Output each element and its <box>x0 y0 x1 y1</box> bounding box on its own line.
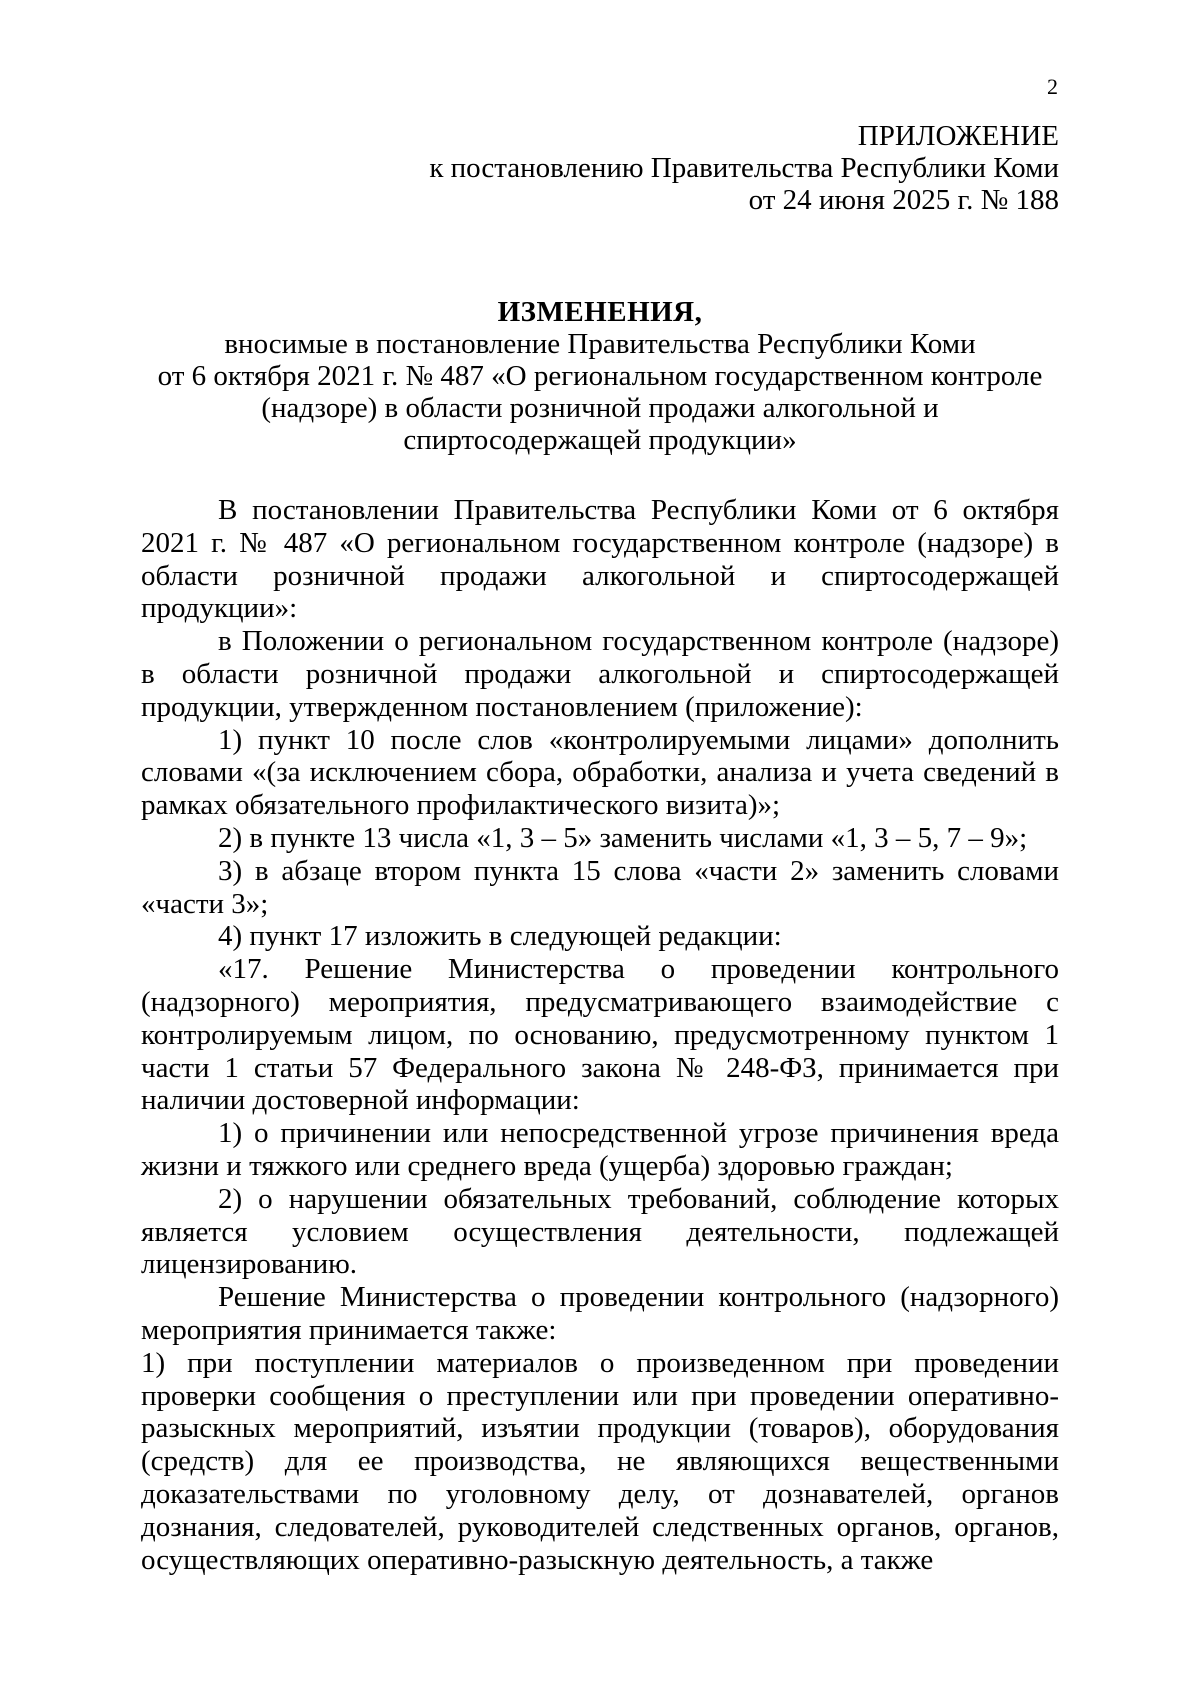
title-line: (надзоре) в области розничной продажи алкогольной и <box>261 392 939 424</box>
document-body <box>141 494 1059 1576</box>
paragraph: 4) пункт 17 изложить в следующей редакции: <box>218 920 782 953</box>
title-line: вносимые в постановление Правительства Республики Коми <box>224 328 976 360</box>
paragraph: 1) пункт 10 после слов «контролируемыми лицами» дополнить словами «(за исключением сбора, обработки, анализа и учета сведений в рамках обязательного профилактического визита)»; <box>141 723 1059 822</box>
title-line: спиртосодержащей продукции» <box>403 424 797 456</box>
title-line: от 6 октября 2021 г. № 487 «О региональном государственном контроле <box>157 360 1043 392</box>
paragraph: 1) о причинении или непосредственной угрозе причинения вреда жизни и тяжкого или среднего вреда (ущерба) здоровью граждан; <box>141 1117 1059 1182</box>
paragraph: в Положении о региональном государственном контроле (надзоре) в области розничной продажи алкогольной и спиртосодержащей продукции, утвержденном постановлением (приложение): <box>141 625 1059 723</box>
paragraph: В постановлении Правительства Республики Коми от 6 октября 2021 г. № 487 «О региональном государственном контроле (надзоре) в области розничной продажи алкогольной и спиртосодержащей продукции»: <box>141 494 1059 625</box>
paragraph: 2) о нарушении обязательных требований, соблюдение которых является условием осуществления деятельности, подлежащей лицензированию. <box>141 1182 1059 1281</box>
title-block <box>141 296 1059 456</box>
appendix-block <box>429 120 1059 216</box>
paragraph: 2) в пункте 13 числа «1, 3 – 5» заменить числами «1, 3 – 5, 7 – 9»; <box>218 821 1028 854</box>
page-number: 2 <box>1047 74 1058 99</box>
document-title: ИЗМЕНЕНИЯ, <box>497 296 703 328</box>
paragraph: Решение Министерства о проведении контрольного (надзорного) мероприятия принимается также: <box>141 1281 1059 1346</box>
appendix-heading: ПРИЛОЖЕНИЕ <box>857 120 1059 152</box>
paragraph: 1) при поступлении материалов о произведенном при проведении проверки сообщения о преступлении или при проведении оперативно-разыскных мероприятий, изъятии продукции (товаров), оборудования (средств) для ее производства, не являющихся вещественными доказательствами по уголовному делу, от дознавателей, органов дознания, следователей, руководителей следственных органов, органов, осуществляющих оперативно-разыскную деятельность, а также <box>141 1346 1059 1576</box>
paragraph: 3) в абзаце втором пункта 15 слова «части 2» заменить словами «части 3»; <box>141 854 1059 920</box>
paragraph: «17. Решение Министерства о проведении контрольного (надзорного) мероприятия, предусматривающего взаимодействие с контролируемым лицом, по основанию, предусмотренному пунктом 1 части 1 статьи 57 Федерального закона № 248-ФЗ, принимается при наличии достоверной информации: <box>141 953 1059 1117</box>
appendix-reference: к постановлению Правительства Республики Коми <box>429 152 1059 184</box>
appendix-date: от 24 июня 2025 г. № 188 <box>748 184 1059 216</box>
